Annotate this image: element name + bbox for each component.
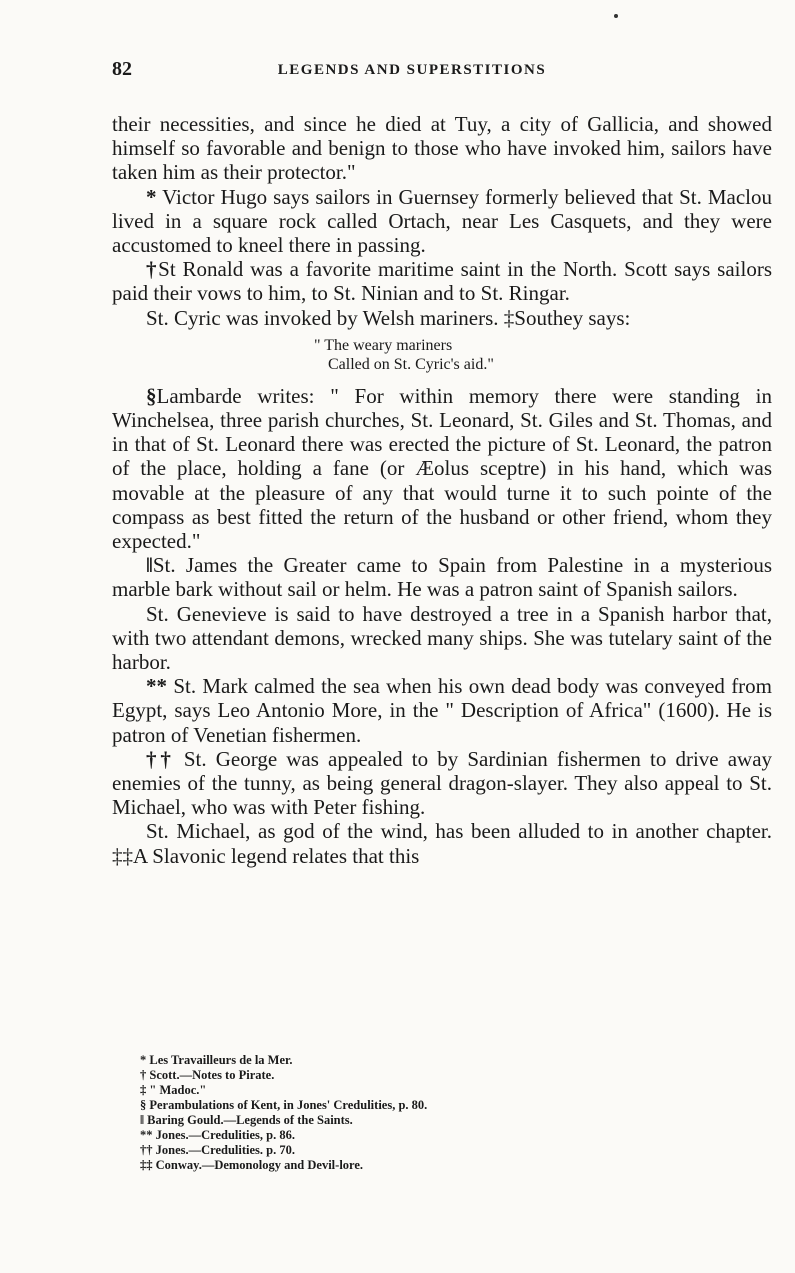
footnote: †† Jones.—Credulities. p. 70.: [140, 1143, 295, 1157]
paragraph-9: †† St. George was appealed to by Sardinian fishermen to drive away enemies of the tunny, as being general dragon-slayer. They also appeal to St. Michael, who was with Peter fishing.: [112, 746, 773, 820]
paragraph-7: St. Genevieve is said to have destroyed a tree in a Spanish harbor that, with two attendant demons, wrecked many ships. She was tutelary saint of the harbor.: [112, 601, 772, 675]
verse-line-2: Called on St. Cyric's aid.": [328, 355, 494, 373]
page-header: [112, 58, 772, 88]
paragraph-6: ‖St. James the Greater came to Spain from Palestine in a mysterious marble bark without sail or helm. He was a patron saint of Spanish sailors.: [112, 553, 772, 602]
verse-quote: [314, 336, 772, 374]
paragraph-3: †St Ronald was a favorite maritime saint in the North. Scott says sailors paid their vows to him, to St. Ninian and to St. Ringar.: [112, 257, 773, 306]
footnote: ‡ " Madoc.": [140, 1083, 207, 1097]
page-number: 82: [112, 58, 132, 80]
footnote: ‡‡ Conway.—Demonology and Devil-lore.: [140, 1158, 364, 1172]
footnote: * Les Travailleurs de la Mer.: [140, 1053, 293, 1067]
paragraph-8: ** St. Mark calmed the sea when his own dead body was conveyed from Egypt, says Leo Antonio More, in the " Description of Africa" (1600). He is patron of Venetian fishermen.: [112, 674, 773, 747]
footnote: § Perambulations of Kent, in Jones' Credulities, p. 80.: [140, 1098, 428, 1112]
running-title: LEGENDS AND SUPERSTITIONS: [277, 62, 547, 78]
stray-dot: [614, 14, 618, 18]
footnote: ** Jones.—Credulities, p. 86.: [140, 1128, 295, 1142]
paragraph-5: §Lambarde writes: " For within memory there were standing in Winchelsea, three parish churches, St. Leonard, St. Giles and St. Thomas, and in that of St. Leonard there was erected the picture of St. Leonard, the patron of the place, holding a fane (or Æolus sceptre) in his hand, which was movable at the pleasure of any that would turne it to such pointe of the compass as best fitted the return of the husband or other friend, whom they expected.": [112, 383, 772, 554]
footnote: † Scott.—Notes to Pirate.: [140, 1068, 275, 1082]
verse-line-1: " The weary mariners: [314, 336, 453, 354]
footnote: ‖ Baring Gould.—Legends of the Saints.: [140, 1113, 353, 1127]
paragraph-1: their necessities, and since he died at Tuy, a city of Gallicia, and showed himself so favorable and benign to those who have invoked him, sailors have taken him as their protector.": [112, 112, 772, 185]
body-text: [112, 112, 772, 868]
paragraph-10: St. Michael, as god of the wind, has been alluded to in another chapter. ‡‡A Slavonic legend relates that this: [112, 819, 772, 868]
footnotes: [140, 1053, 700, 1173]
paragraph-2: * Victor Hugo says sailors in Guernsey formerly believed that St. Maclou lived in a square rock called Ortach, near Les Casquets, and they were accustomed to kneel there in passing.: [112, 184, 772, 258]
paragraph-4: St. Cyric was invoked by Welsh mariners. ‡Southey says:: [146, 305, 631, 330]
